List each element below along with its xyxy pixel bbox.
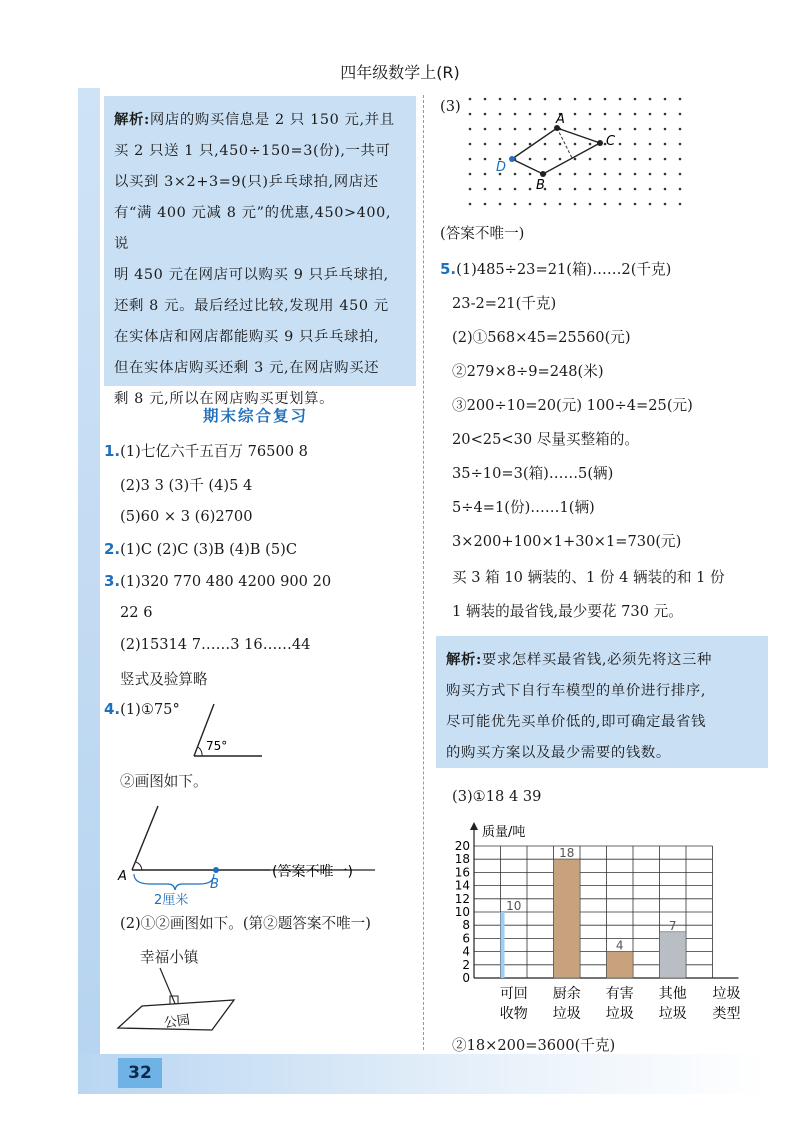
grid-dot (484, 143, 487, 146)
q4-line1 (104, 700, 180, 718)
q5-line: ③200÷10=20(元) 100÷4=25(元) (452, 397, 693, 414)
grid-dot (574, 143, 577, 146)
grid-dot (559, 203, 562, 206)
grid-dot (619, 113, 622, 116)
analysis-label: 解析: (446, 651, 482, 668)
y-tick-label: 0 (462, 971, 470, 985)
analysis-text: 网店的购买信息是 2 只 150 元,并且 (149, 112, 395, 128)
grid-dot (649, 158, 652, 161)
analysis-line: 买 2 只送 1 只,450÷150=3(份),一共可 (114, 143, 391, 159)
y-tick-label: 8 (462, 918, 470, 933)
grid-dot (484, 128, 487, 131)
y-tick-label: 12 (454, 891, 470, 906)
grid-dot (589, 143, 592, 146)
analysis-line: 以买到 3×2+3=9(只)乒乓球拍,网店还 (114, 174, 379, 190)
grid-dot (664, 113, 667, 116)
q1-text: (1)七亿六千五百万 76500 8 (120, 443, 308, 460)
q3-3-label: (3) (440, 98, 461, 115)
grid-dot (469, 98, 472, 101)
grid-dot (649, 203, 652, 206)
grid-dot (634, 203, 637, 206)
grid-dot (574, 113, 577, 116)
grid-dot (649, 113, 652, 116)
grid-dot (529, 113, 532, 116)
grid-dot (664, 98, 667, 101)
q1-number: 1. (104, 442, 121, 460)
grid-dot (499, 188, 502, 191)
point-b-label: B (210, 877, 219, 892)
grid-dot (619, 143, 622, 146)
grid-dot (559, 143, 562, 146)
y-tick-label: 6 (462, 931, 470, 946)
analysis-line: 尽可能优先买单价低的,即可确定最省钱 (446, 714, 707, 730)
grid-dot (634, 98, 637, 101)
length-label: 2厘米 (154, 893, 189, 908)
angle-arc (198, 747, 202, 756)
category-label: 厨余 (552, 986, 581, 1002)
park-map-figure (110, 966, 250, 1046)
grid-dot (529, 203, 532, 206)
grid-dot (679, 173, 682, 176)
y-tick-label: 20 (454, 839, 470, 853)
grid-dot (469, 143, 472, 146)
grid-dot (604, 98, 607, 101)
y-tick-label: 16 (454, 865, 470, 880)
point-b-label: B (536, 178, 545, 193)
analysis-line: 明 450 元在网店可以购买 9 只乒乓球拍, (114, 267, 389, 283)
grid-dot (649, 173, 652, 176)
grid-dot (619, 173, 622, 176)
analysis-line: 还剩 8 元。最后经过比较,发现用 450 元 (114, 298, 389, 314)
grid-dot (544, 113, 547, 116)
q5-line1 (440, 258, 671, 279)
grid-dot (544, 128, 547, 131)
q2-number: 2. (104, 540, 121, 558)
grid-dot (559, 98, 562, 101)
grid-dot (469, 158, 472, 161)
point-a-label: A (118, 869, 127, 884)
q5-line: 20<25<30 尽量买整箱的。 (452, 431, 639, 448)
y-tick-label: 2 (462, 957, 470, 972)
waste-bar-chart (450, 818, 770, 1028)
angle-label: 75° (206, 739, 228, 753)
point-b-dot (540, 171, 546, 177)
grid-dot (589, 158, 592, 161)
section-title: 期末综合复习 (203, 406, 309, 425)
analysis-line: 购买方式下自行车模型的单价进行排序, (446, 683, 707, 699)
grid-dot (589, 203, 592, 206)
grid-dot (574, 173, 577, 176)
grid-dot (529, 188, 532, 191)
bar (554, 859, 581, 978)
grid-dot (484, 203, 487, 206)
q4-number: 4. (104, 700, 121, 718)
bar-value-label: 7 (668, 918, 677, 933)
grid-dot (529, 143, 532, 146)
grid-dot (589, 128, 592, 131)
bar-value-label: 4 (615, 938, 624, 953)
grid-dot (664, 203, 667, 206)
grid-dot (544, 98, 547, 101)
bar-value-label: 10 (506, 899, 522, 913)
grid-dot (499, 143, 502, 146)
grid-dot (484, 173, 487, 176)
grid-dot (499, 128, 502, 131)
grid-dot (574, 203, 577, 206)
column-divider (423, 95, 424, 1050)
page-title: 四年级数学上(R) (340, 63, 460, 82)
q1-line3: (5)60 × 3 (6)2700 (120, 508, 253, 525)
grid-dot (679, 143, 682, 146)
q3-text: (1)320 770 480 4200 900 20 (120, 573, 332, 590)
y-tick-label: 18 (454, 852, 470, 867)
q5-line: 1 辆装的最省钱,最少要花 730 元。 (452, 603, 683, 620)
q5-3-line2: ②18×200=3600(千克) (452, 1037, 616, 1054)
grid-dot (649, 143, 652, 146)
grid-dot (679, 188, 682, 191)
bar (660, 932, 687, 978)
grid-dot (604, 113, 607, 116)
q1-line1 (104, 440, 308, 461)
grid-dot (469, 128, 472, 131)
grid-dot (559, 158, 562, 161)
grid-dot (664, 188, 667, 191)
analysis-line (114, 104, 406, 136)
point-d-dot (509, 156, 515, 162)
grid-dot (574, 128, 577, 131)
grid-dot (664, 128, 667, 131)
q5-line: 23-2=21(千克) (452, 295, 557, 312)
grid-dot (574, 98, 577, 101)
q5-line: 买 3 箱 10 辆装的、1 份 4 辆装的和 1 份 (452, 569, 725, 586)
analysis-text: 要求怎样买最省钱,必须先将这三种 (481, 652, 712, 668)
q4-text: (1)①75° (120, 701, 180, 718)
grid-dot (649, 98, 652, 101)
analysis-box-2 (436, 636, 768, 768)
grid-dot (634, 128, 637, 131)
grid-dot (499, 98, 502, 101)
grid-dot (484, 188, 487, 191)
grid-dot (589, 98, 592, 101)
grid-dot (589, 113, 592, 116)
analysis-line (446, 644, 758, 676)
q3-line1 (104, 572, 331, 590)
analysis-line: 但在实体店购买还剩 3 元,在网店购买还 (114, 360, 380, 376)
analysis-line: 剩 8 元,所以在网店购买更划算。 (114, 391, 335, 407)
q1-line2: (2)3 3 (3)千 (4)5 4 (120, 477, 253, 494)
category-label: 收物 (499, 1006, 528, 1022)
grid-dot (574, 188, 577, 191)
grid-dot (634, 158, 637, 161)
grid-dot (634, 113, 637, 116)
category-label: 垃圾 (552, 1006, 581, 1022)
category-label: 可回 (499, 986, 528, 1002)
grid-dot (499, 113, 502, 116)
x-axis-label: 垃圾 (712, 986, 741, 1002)
grid-dot (514, 113, 517, 116)
grid-dot (664, 173, 667, 176)
q2-line1 (104, 540, 297, 558)
analysis-line: 有“满 400 元减 8 元”的优惠,450>400,说 (114, 205, 392, 252)
grid-dot (529, 128, 532, 131)
drawn-ray-upper (132, 806, 158, 870)
grid-dot (604, 173, 607, 176)
q5-number: 5. (440, 260, 457, 278)
grid-dot (514, 203, 517, 206)
grid-dot (634, 173, 637, 176)
q2-text: (1)C (2)C (3)B (4)B (5)C (120, 541, 298, 558)
category-label: 有害 (605, 986, 634, 1002)
grid-dot (619, 158, 622, 161)
q5-line: 5÷4=1(份)……1(辆) (452, 499, 595, 516)
grid-dot (664, 158, 667, 161)
page-number: 32 (118, 1058, 162, 1088)
bar (607, 952, 634, 978)
q3-line2: 22 6 (120, 604, 153, 621)
length-brace (134, 874, 214, 890)
grid-dot (514, 143, 517, 146)
grid-dot (679, 203, 682, 206)
q3-number: 3. (104, 572, 121, 590)
grid-dot (469, 203, 472, 206)
point-a-label: A (556, 112, 565, 127)
grid-dot (514, 128, 517, 131)
direction-line (160, 968, 176, 1006)
grid-dot (589, 173, 592, 176)
q5-3-line1: (3)①18 4 39 (452, 788, 542, 805)
q3-line3: (2)15314 7……3 16……44 (120, 636, 311, 653)
grid-dot (529, 158, 532, 161)
bar-value-label: 18 (559, 846, 575, 861)
analysis-box (104, 96, 416, 407)
grid-dot (649, 128, 652, 131)
grid-dot (574, 158, 577, 161)
page-edge (78, 88, 100, 1054)
grid-dot (544, 143, 547, 146)
point-c-dot (597, 140, 603, 146)
grid-dot (664, 143, 667, 146)
angle-arc-drawn (136, 862, 142, 870)
grid-dot (499, 203, 502, 206)
y-axis-arrow (470, 822, 478, 830)
grid-dot (649, 188, 652, 191)
page-footer-band (78, 1054, 768, 1094)
answer-not-unique-note: (答案不唯一) (272, 864, 353, 880)
grid-dot (514, 98, 517, 101)
grid-dot (604, 128, 607, 131)
analysis-line: 的购买方案以及最少需要的钱数。 (446, 745, 671, 761)
point-d-label: D (496, 160, 507, 175)
grid-dot (604, 158, 607, 161)
grid-dot (634, 188, 637, 191)
grid-dot (619, 98, 622, 101)
parallelogram (512, 128, 600, 174)
bar (501, 912, 505, 978)
grid-dot (619, 203, 622, 206)
q4-line2: ②画图如下。 (120, 773, 208, 790)
grid-dot (514, 188, 517, 191)
grid-dot (559, 188, 562, 191)
grid-dot (514, 173, 517, 176)
y-tick-label: 14 (454, 878, 470, 893)
grid-dot (679, 158, 682, 161)
grid-dot (679, 128, 682, 131)
category-label: 其他 (658, 986, 687, 1002)
y-tick-label: 4 (462, 944, 470, 959)
angle-drawing-figure (110, 800, 410, 910)
grid-dot (484, 158, 487, 161)
grid-dot (604, 188, 607, 191)
grid-dot (544, 203, 547, 206)
q5-line: ②279×8÷9=248(米) (452, 363, 604, 380)
dot-grid-figure (460, 95, 690, 207)
q3-3-note: (答案不唯一) (440, 225, 525, 242)
park-label: 公园 (163, 1012, 191, 1032)
town-label: 幸福小镇 (140, 949, 199, 966)
grid-dot (484, 98, 487, 101)
y-axis-label: 质量/吨 (482, 825, 526, 840)
angle-75-figure (190, 700, 270, 760)
grid-dot (679, 98, 682, 101)
grid-dot (604, 203, 607, 206)
q5-line: (2)①568×45=25560(元) (452, 329, 631, 346)
grid-dot (619, 128, 622, 131)
category-label: 垃圾 (658, 1006, 687, 1022)
grid-dot (484, 113, 487, 116)
analysis-line: 在实体店和网店都能购买 9 只乒乓球拍, (114, 329, 380, 345)
x-axis-label: 类型 (712, 1006, 741, 1022)
q3-line4: 竖式及验算略 (120, 671, 208, 688)
grid-dot (544, 158, 547, 161)
category-label: 垃圾 (605, 1006, 634, 1022)
point-c-label: C (606, 134, 616, 149)
grid-dot (529, 98, 532, 101)
grid-dot (679, 113, 682, 116)
grid-dot (619, 188, 622, 191)
point-b-dot (213, 867, 219, 873)
q4-line3: (2)①②画图如下。(第②题答案不唯一) (120, 915, 371, 932)
q5-text: (1)485÷23=21(箱)……2(千克) (456, 261, 672, 278)
analysis-label: 解析: (114, 111, 150, 128)
q5-line: 3×200+100×1+30×1=730(元) (452, 533, 682, 550)
grid-dot (469, 113, 472, 116)
grid-dot (469, 173, 472, 176)
q5-line: 35÷10=3(箱)……5(辆) (452, 465, 614, 482)
grid-dot (589, 188, 592, 191)
grid-dot (529, 173, 532, 176)
grid-dot (559, 173, 562, 176)
grid-dot (634, 143, 637, 146)
y-tick-label: 10 (454, 905, 470, 919)
grid-dot (469, 188, 472, 191)
